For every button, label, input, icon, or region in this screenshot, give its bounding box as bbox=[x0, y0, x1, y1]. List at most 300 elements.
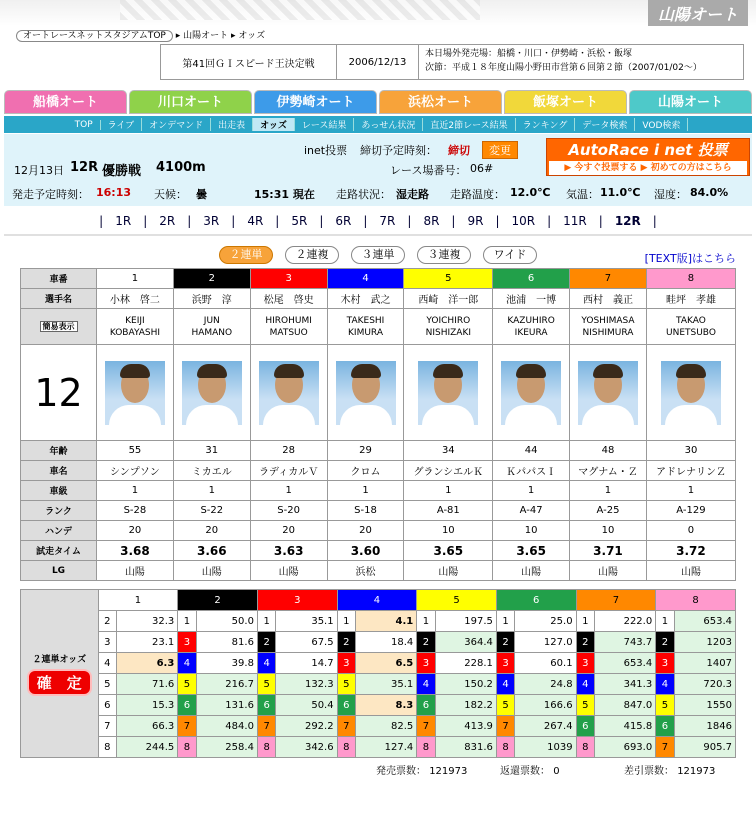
second-car: 3 bbox=[417, 653, 435, 674]
subnav-item[interactable]: TOP bbox=[68, 120, 101, 130]
cell-romaji bbox=[250, 309, 327, 345]
racer-photo bbox=[105, 361, 165, 425]
odds-value[interactable]: 1203 bbox=[674, 632, 735, 653]
racer-photo bbox=[501, 361, 561, 425]
race-link[interactable]: 10R bbox=[511, 214, 536, 228]
race-link[interactable]: 3R bbox=[203, 214, 220, 228]
cell-rank: A-25 bbox=[570, 501, 647, 521]
bet-type-button[interactable]: ２連複 bbox=[285, 246, 339, 264]
odds-value[interactable]: 364.4 bbox=[435, 632, 496, 653]
inet-vote-banner[interactable] bbox=[546, 138, 750, 176]
cell-rank: S-22 bbox=[173, 501, 250, 521]
second-car: 5 bbox=[337, 674, 355, 695]
cell-name: 西村 義正 bbox=[570, 289, 647, 309]
odds-value[interactable]: 127.0 bbox=[515, 632, 576, 653]
subnav-item[interactable]: 出走表 bbox=[211, 118, 253, 131]
second-car: 2 bbox=[656, 632, 674, 653]
race-day: 12月13日 bbox=[14, 164, 64, 177]
second-car: 1 bbox=[496, 611, 514, 632]
second-car: 6 bbox=[257, 695, 275, 716]
photo-hair bbox=[516, 364, 546, 378]
race-link[interactable]: 2R bbox=[159, 214, 176, 228]
odds-value[interactable]: 216.7 bbox=[196, 674, 257, 695]
odds-value[interactable]: 18.4 bbox=[355, 632, 416, 653]
racer-photo bbox=[418, 361, 478, 425]
second-car: 6 bbox=[178, 695, 196, 716]
odds-value[interactable]: 847.0 bbox=[594, 695, 655, 716]
satellite-venues: 本日場外発売場：船橋・川口・伊勢崎・浜松・飯塚 bbox=[425, 49, 633, 59]
cell-handi: 10 bbox=[570, 521, 647, 541]
cell-time: 3.63 bbox=[250, 541, 327, 561]
cell-romaji bbox=[327, 309, 404, 345]
race-name: 優勝戦 bbox=[102, 164, 142, 179]
track-condition: 湿走路 bbox=[396, 188, 429, 201]
returned-label: 返還票数： bbox=[500, 766, 550, 777]
cell-photo bbox=[173, 345, 250, 441]
odds-value[interactable]: 131.6 bbox=[196, 695, 257, 716]
odds-value[interactable]: 6.5 bbox=[355, 653, 416, 674]
odds-value[interactable]: 720.3 bbox=[674, 674, 735, 695]
cell-handi: 20 bbox=[173, 521, 250, 541]
cell-lg: 山陽 bbox=[250, 561, 327, 581]
odds-row bbox=[21, 737, 736, 758]
cell-handi: 20 bbox=[97, 521, 174, 541]
photo-body bbox=[186, 405, 238, 425]
race-sep: | bbox=[99, 214, 104, 228]
second-car: 8 bbox=[417, 737, 435, 758]
cell-no: 3 bbox=[250, 269, 327, 289]
row-handi bbox=[21, 521, 736, 541]
cell-name: 浜野 淳 bbox=[173, 289, 250, 309]
breadcrumb bbox=[16, 28, 265, 41]
odds-value[interactable]: 341.3 bbox=[594, 674, 655, 695]
venue-tab[interactable]: 山陽オート bbox=[629, 90, 752, 114]
cell-time: 3.65 bbox=[404, 541, 493, 561]
banner-sub[interactable]: ▶ 今すぐ投票する ▶ 初めての方はこちら bbox=[549, 161, 747, 175]
subnav-item[interactable]: ライブ bbox=[101, 118, 142, 131]
humidity-label: 湿度： bbox=[654, 188, 687, 201]
race-number-big: 12 bbox=[21, 345, 97, 441]
cell-age: 34 bbox=[404, 441, 493, 461]
odds-first-car: 3 bbox=[257, 590, 337, 611]
sold-label: 発売票数： bbox=[376, 766, 426, 777]
odds-value[interactable]: 39.8 bbox=[196, 653, 257, 674]
race-link[interactable]: 12R bbox=[614, 214, 641, 228]
second-car: 8 bbox=[98, 737, 116, 758]
change-button[interactable]: 変更 bbox=[482, 141, 518, 159]
second-car: 4 bbox=[178, 653, 196, 674]
text-version-link[interactable]: [TEXT版]はこちら bbox=[644, 252, 736, 265]
romaji-last: UNETSUBO bbox=[666, 327, 716, 338]
odds-value[interactable]: 82.5 bbox=[355, 716, 416, 737]
odds-value[interactable]: 415.8 bbox=[594, 716, 655, 737]
second-car: 3 bbox=[178, 632, 196, 653]
second-car: 1 bbox=[178, 611, 196, 632]
cell-no: 8 bbox=[646, 269, 735, 289]
odds-value[interactable]: 1407 bbox=[674, 653, 735, 674]
photo-hair bbox=[593, 364, 623, 378]
race-link[interactable]: 11R bbox=[563, 214, 587, 228]
odds-value[interactable]: 25.0 bbox=[515, 611, 576, 632]
second-car: 6 bbox=[417, 695, 435, 716]
track-label: 走路状況： bbox=[336, 188, 391, 201]
cell-photo bbox=[404, 345, 493, 441]
race-link[interactable]: 7R bbox=[379, 214, 396, 228]
second-car: 3 bbox=[496, 653, 514, 674]
row-machine bbox=[21, 461, 736, 481]
romaji-last: HAMANO bbox=[191, 327, 233, 338]
jyo-number: 06# bbox=[470, 162, 494, 175]
race-link[interactable]: 1R bbox=[115, 214, 132, 228]
cell-age: 55 bbox=[97, 441, 174, 461]
breadcrumb-sep-icon: ▸ bbox=[175, 31, 184, 41]
second-car: 4 bbox=[257, 653, 275, 674]
cell-age: 48 bbox=[570, 441, 647, 461]
meet-notes bbox=[419, 45, 743, 79]
second-car: 1 bbox=[576, 611, 594, 632]
odds-value[interactable]: 653.4 bbox=[674, 611, 735, 632]
photo-hair bbox=[120, 364, 150, 378]
cell-time: 3.60 bbox=[327, 541, 404, 561]
row-label: 年齢 bbox=[21, 441, 97, 461]
venue-tabs bbox=[4, 90, 752, 114]
second-car: 5 bbox=[656, 695, 674, 716]
race-number: 12R bbox=[70, 160, 99, 175]
row-name bbox=[21, 289, 736, 309]
odds-value[interactable]: 66.3 bbox=[117, 716, 178, 737]
subnav-item[interactable]: オッズ bbox=[253, 118, 295, 131]
row-label: ハンデ bbox=[21, 521, 97, 541]
photo-body bbox=[340, 405, 392, 425]
second-car: 2 bbox=[417, 632, 435, 653]
second-car: 4 bbox=[496, 674, 514, 695]
odds-value[interactable]: 182.2 bbox=[435, 695, 496, 716]
odds-first-car: 2 bbox=[178, 590, 258, 611]
subnav-item[interactable]: あっせん状況 bbox=[354, 118, 423, 131]
romaji-last: NISHIMURA bbox=[582, 327, 634, 338]
second-car: 4 bbox=[656, 674, 674, 695]
display-mode-select[interactable]: 簡易表示 bbox=[40, 321, 78, 332]
second-car: 6 bbox=[337, 695, 355, 716]
odds-value[interactable]: 15.3 bbox=[117, 695, 178, 716]
subnav-item[interactable]: データ検索 bbox=[575, 118, 635, 131]
cell-cls: 1 bbox=[570, 481, 647, 501]
cell-machine: グランシエルＫ bbox=[404, 461, 493, 481]
top-banner bbox=[0, 0, 756, 26]
racer-table bbox=[20, 268, 736, 581]
odds-value[interactable]: 132.3 bbox=[276, 674, 337, 695]
subnav-item[interactable]: レース結果 bbox=[295, 118, 355, 131]
divider bbox=[4, 234, 752, 236]
odds-value[interactable]: 1846 bbox=[674, 716, 735, 737]
cell-machine: ミカエル bbox=[173, 461, 250, 481]
odds-value[interactable]: 831.6 bbox=[435, 737, 496, 758]
track-temp: 12.0℃ bbox=[510, 186, 551, 199]
cell-rank: S-18 bbox=[327, 501, 404, 521]
row-photo bbox=[21, 345, 736, 441]
cell-name: 畦坪 孝雄 bbox=[646, 289, 735, 309]
cell-handi: 20 bbox=[250, 521, 327, 541]
cell-time: 3.66 bbox=[173, 541, 250, 561]
second-car: 2 bbox=[257, 632, 275, 653]
odds-value[interactable]: 6.3 bbox=[117, 653, 178, 674]
odds-value[interactable]: 292.2 bbox=[276, 716, 337, 737]
cell-no: 6 bbox=[493, 269, 570, 289]
romaji-last: MATSUO bbox=[269, 327, 308, 338]
race-link[interactable]: 8R bbox=[423, 214, 440, 228]
second-car: 5 bbox=[257, 674, 275, 695]
subnav-item[interactable]: 直近2節レース結果 bbox=[423, 118, 515, 131]
net-label: 差引票数： bbox=[624, 766, 674, 777]
second-car: 6 bbox=[576, 716, 594, 737]
photo-body bbox=[263, 405, 315, 425]
odds-label-cell bbox=[21, 590, 99, 758]
odds-value[interactable]: 35.1 bbox=[276, 611, 337, 632]
odds-row bbox=[21, 695, 736, 716]
odds-row bbox=[21, 632, 736, 653]
cell-name: 西崎 洋一郎 bbox=[404, 289, 493, 309]
second-car: 6 bbox=[98, 695, 116, 716]
subnav-item[interactable]: VOD検索 bbox=[635, 118, 688, 131]
race-sep: | bbox=[363, 214, 368, 228]
odds-value[interactable]: 258.4 bbox=[196, 737, 257, 758]
cell-lg: 山陽 bbox=[493, 561, 570, 581]
sold-value: 121973 bbox=[429, 766, 468, 777]
cell-lg: 山陽 bbox=[570, 561, 647, 581]
cell-photo bbox=[327, 345, 404, 441]
odds-first-car: 7 bbox=[576, 590, 656, 611]
second-car: 7 bbox=[337, 716, 355, 737]
weather-label: 天候： bbox=[154, 188, 187, 201]
second-car: 8 bbox=[257, 737, 275, 758]
race-sep: | bbox=[652, 214, 657, 228]
cell-rank: A-47 bbox=[493, 501, 570, 521]
cell-photo bbox=[570, 345, 647, 441]
photo-hair bbox=[197, 364, 227, 378]
odds-value[interactable]: 484.0 bbox=[196, 716, 257, 737]
odds-value[interactable]: 24.8 bbox=[515, 674, 576, 695]
odds-value[interactable]: 693.0 bbox=[594, 737, 655, 758]
cell-age: 30 bbox=[646, 441, 735, 461]
second-car: 5 bbox=[496, 695, 514, 716]
odds-value[interactable]: 228.1 bbox=[435, 653, 496, 674]
second-car: 7 bbox=[178, 716, 196, 737]
cell-photo bbox=[250, 345, 327, 441]
odds-value[interactable]: 4.1 bbox=[355, 611, 416, 632]
second-car: 8 bbox=[337, 737, 355, 758]
weather-value: 曇 bbox=[196, 188, 207, 201]
cell-name: 木村 武之 bbox=[327, 289, 404, 309]
bet-type-button[interactable]: ワイド bbox=[483, 246, 537, 264]
bet-type-button[interactable]: ２連単 bbox=[219, 246, 273, 264]
row-label: 車級 bbox=[21, 481, 97, 501]
race-link[interactable]: 6R bbox=[335, 214, 352, 228]
odds-value[interactable]: 35.1 bbox=[355, 674, 416, 695]
romaji-first: YOICHIRO bbox=[426, 315, 471, 326]
second-car: 5 bbox=[98, 674, 116, 695]
race-distance: 4100m bbox=[156, 160, 206, 175]
second-car: 1 bbox=[656, 611, 674, 632]
race-sep: | bbox=[231, 214, 236, 228]
race-link[interactable]: 9R bbox=[467, 214, 484, 228]
photo-hair bbox=[274, 364, 304, 378]
cell-age: 31 bbox=[173, 441, 250, 461]
racer-photo bbox=[578, 361, 638, 425]
cell-machine: マグナム・Ｚ bbox=[570, 461, 647, 481]
cell-name: 小林 啓二 bbox=[97, 289, 174, 309]
second-car: 8 bbox=[178, 737, 196, 758]
cell-handi: 0 bbox=[646, 521, 735, 541]
race-sep: | bbox=[598, 214, 603, 228]
romaji-first: YOSHIMASA bbox=[581, 315, 635, 326]
romaji-last: KIMURA bbox=[348, 327, 383, 338]
second-car: 5 bbox=[178, 674, 196, 695]
row-romaji bbox=[21, 309, 736, 345]
race-link[interactable]: 5R bbox=[291, 214, 308, 228]
second-car: 7 bbox=[257, 716, 275, 737]
hasso-label: 発走予定時刻： bbox=[12, 188, 89, 201]
returned-value: 0 bbox=[553, 766, 560, 777]
odds-value[interactable]: 50.0 bbox=[196, 611, 257, 632]
cell-handi: 10 bbox=[493, 521, 570, 541]
second-car: 2 bbox=[337, 632, 355, 653]
odds-value[interactable]: 150.2 bbox=[435, 674, 496, 695]
odds-value[interactable]: 71.6 bbox=[117, 674, 178, 695]
second-car: 7 bbox=[98, 716, 116, 737]
odds-row bbox=[21, 611, 736, 632]
venue-tab[interactable]: 船橋オート bbox=[4, 90, 127, 114]
odds-value[interactable]: 32.3 bbox=[117, 611, 178, 632]
racer-photo bbox=[259, 361, 319, 425]
cell-rank: S-20 bbox=[250, 501, 327, 521]
race-sep: | bbox=[451, 214, 456, 228]
bet-type-button[interactable]: ３連複 bbox=[417, 246, 471, 264]
cell-machine: アドレナリンＺ bbox=[646, 461, 735, 481]
second-car: 6 bbox=[656, 716, 674, 737]
air-temp-label: 気温： bbox=[566, 188, 599, 201]
row-lg bbox=[21, 561, 736, 581]
venue-tab[interactable]: 川口オート bbox=[129, 90, 252, 114]
subnav-item[interactable]: ランキング bbox=[516, 118, 576, 131]
breadcrumb-top-link[interactable]: オートレースネットスタジアムTOP bbox=[16, 30, 173, 42]
track-temp-label: 走路温度： bbox=[450, 188, 505, 201]
next-meet: 次節：平成１８年度山陽小野田市営第６回第２節（2007/01/02～） bbox=[425, 63, 702, 73]
odds-value[interactable]: 23.1 bbox=[117, 632, 178, 653]
bet-type-button[interactable]: ３連単 bbox=[351, 246, 405, 264]
air-temp: 11.0℃ bbox=[600, 186, 641, 199]
race-sep: | bbox=[275, 214, 280, 228]
row-rank bbox=[21, 501, 736, 521]
odds-header bbox=[21, 590, 736, 611]
odds-value[interactable]: 1550 bbox=[674, 695, 735, 716]
checkered-flag-decoration bbox=[120, 0, 480, 20]
odds-value[interactable]: 905.7 bbox=[674, 737, 735, 758]
cell-lg: 山陽 bbox=[404, 561, 493, 581]
row-label: 車番 bbox=[21, 269, 97, 289]
bet-type-tabs bbox=[0, 246, 756, 264]
cell-lg: 山陽 bbox=[173, 561, 250, 581]
odds-value[interactable]: 81.6 bbox=[196, 632, 257, 653]
net-count bbox=[624, 762, 715, 777]
row-time bbox=[21, 541, 736, 561]
hasso-time: 16:13 bbox=[96, 186, 132, 199]
cell-cls: 1 bbox=[250, 481, 327, 501]
meet-title: 第41回ＧＩスピード王決定戦 bbox=[161, 45, 337, 79]
odds-value[interactable]: 1039 bbox=[515, 737, 576, 758]
odds-value[interactable]: 743.7 bbox=[594, 632, 655, 653]
race-sep: | bbox=[407, 214, 412, 228]
venue-tab[interactable]: 伊勢崎オート bbox=[254, 90, 377, 114]
shimekiri-status: 締切 bbox=[448, 144, 470, 157]
odds-value[interactable]: 14.7 bbox=[276, 653, 337, 674]
second-car: 7 bbox=[656, 737, 674, 758]
cell-machine: ラディカルＶ bbox=[250, 461, 327, 481]
cell-rank: S-28 bbox=[97, 501, 174, 521]
cell-machine: ＫパパスＩ bbox=[493, 461, 570, 481]
odds-row bbox=[21, 716, 736, 737]
subnav-item[interactable]: オンデマンド bbox=[142, 118, 211, 131]
second-car: 2 bbox=[98, 611, 116, 632]
confirmed-badge: 確 定 bbox=[27, 669, 92, 696]
cell-romaji bbox=[173, 309, 250, 345]
sanyo-auto-logo[interactable]: 山陽オート bbox=[648, 0, 748, 26]
odds-value[interactable]: 413.9 bbox=[435, 716, 496, 737]
cell-rank: A-129 bbox=[646, 501, 735, 521]
odds-value[interactable]: 244.5 bbox=[117, 737, 178, 758]
second-car: 3 bbox=[98, 632, 116, 653]
cell-cls: 1 bbox=[404, 481, 493, 501]
odds-first-car: 4 bbox=[337, 590, 417, 611]
cell-rank: A-81 bbox=[404, 501, 493, 521]
row-label: 試走タイム bbox=[21, 541, 97, 561]
cell-time: 3.65 bbox=[493, 541, 570, 561]
romaji-first: TAKAO bbox=[676, 315, 706, 326]
row-label: LG bbox=[21, 561, 97, 581]
meet-date: 2006/12/13 bbox=[337, 45, 419, 79]
odds-value[interactable]: 127.4 bbox=[355, 737, 416, 758]
venue-tab[interactable]: 飯塚オート bbox=[504, 90, 627, 114]
odds-value[interactable]: 342.6 bbox=[276, 737, 337, 758]
odds-value[interactable]: 50.4 bbox=[276, 695, 337, 716]
breadcrumb-venue-link[interactable]: 山陽オート bbox=[183, 31, 229, 41]
odds-value[interactable]: 653.4 bbox=[594, 653, 655, 674]
cell-machine: シンプソン bbox=[97, 461, 174, 481]
cell-romaji bbox=[404, 309, 493, 345]
second-car: 7 bbox=[417, 716, 435, 737]
odds-row bbox=[21, 674, 736, 695]
venue-tab[interactable]: 浜松オート bbox=[379, 90, 502, 114]
cell-photo bbox=[493, 345, 570, 441]
odds-value[interactable]: 267.4 bbox=[515, 716, 576, 737]
odds-value[interactable]: 60.1 bbox=[515, 653, 576, 674]
cell-photo bbox=[97, 345, 174, 441]
odds-value[interactable]: 8.3 bbox=[355, 695, 416, 716]
photo-hair bbox=[351, 364, 381, 378]
jyo-label: レース場番号： bbox=[390, 164, 467, 177]
cell-no: 4 bbox=[327, 269, 404, 289]
odds-value[interactable]: 197.5 bbox=[435, 611, 496, 632]
banner-title: AutoRace i net 投票 bbox=[568, 141, 728, 159]
odds-value[interactable]: 166.6 bbox=[515, 695, 576, 716]
odds-value[interactable]: 222.0 bbox=[594, 611, 655, 632]
cell-cls: 1 bbox=[646, 481, 735, 501]
cell-no: 2 bbox=[173, 269, 250, 289]
odds-value[interactable]: 67.5 bbox=[276, 632, 337, 653]
row-age bbox=[21, 441, 736, 461]
cell-age: 28 bbox=[250, 441, 327, 461]
race-link[interactable]: 4R bbox=[247, 214, 264, 228]
cell-time: 3.72 bbox=[646, 541, 735, 561]
